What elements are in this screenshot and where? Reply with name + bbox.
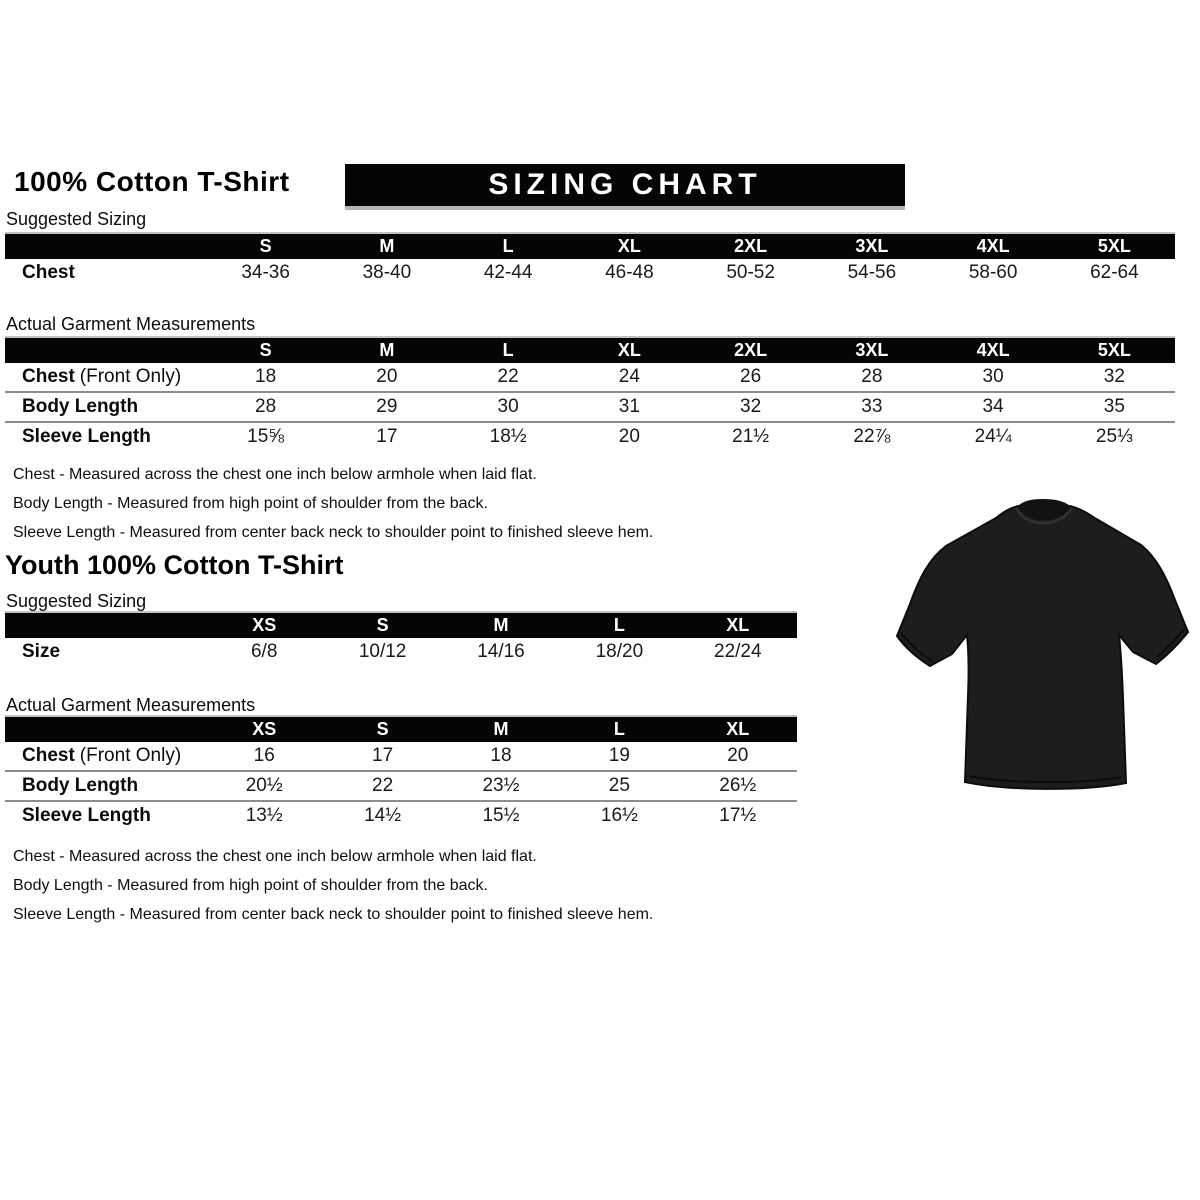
measurement-cell: 24 <box>569 363 690 392</box>
measurement-cell: 30 <box>933 363 1054 392</box>
table-header-row <box>5 716 797 742</box>
measurement-cell: 14½ <box>364 805 402 826</box>
size-header-cell: 3XL <box>811 337 932 363</box>
table-row-chest-front-only <box>5 363 1175 392</box>
size-header-cell: 4XL <box>933 233 1054 259</box>
row-label-text: Sleeve Length <box>22 805 151 826</box>
measurement-cell: 33 <box>811 392 932 422</box>
row-label-text: Chest <box>22 262 75 283</box>
row-label <box>5 363 205 392</box>
youth-section-title: Youth 100% Cotton T-Shirt <box>5 550 344 580</box>
measurement-cell: 18/20 <box>595 641 644 662</box>
row-label-suffix: (Front Only) <box>79 366 182 387</box>
row-label-text: Size <box>22 641 61 662</box>
size-header-cell: S <box>323 716 441 742</box>
measurement-cell: 18 <box>442 742 560 771</box>
measurement-cell: 34 <box>933 392 1054 422</box>
youth-actual-measurements-table <box>5 715 797 830</box>
measurement-note: Chest - Measured across the chest one inch below armhole when laid flat. <box>13 466 537 483</box>
table-row-chest <box>5 259 1175 287</box>
measurement-cell: 10/12 <box>358 641 407 662</box>
row-label <box>5 801 205 830</box>
youth-actual-measurements-label: Actual Garment Measurements <box>6 695 256 715</box>
table-row-chest-front-only <box>5 742 797 771</box>
size-header-cell: S <box>205 337 326 363</box>
size-header-cell: L <box>448 233 569 259</box>
size-header-cell: M <box>442 716 560 742</box>
measurement-cell: 30 <box>448 392 569 422</box>
table-row-body-length <box>5 392 1175 422</box>
measurement-cell: 18 <box>205 363 326 392</box>
measurement-note: Body Length - Measured from high point of shoulder from the back. <box>13 495 488 512</box>
adult-suggested-sizing-table <box>5 232 1175 287</box>
size-header-cell: M <box>326 337 447 363</box>
table-header-row <box>5 233 1175 259</box>
measurement-cell: 20 <box>679 742 797 771</box>
measurement-cell: 46-48 <box>605 262 654 283</box>
measurement-cell: 58-60 <box>968 262 1018 283</box>
size-header-cell: XL <box>569 337 690 363</box>
measurement-cell: 18½ <box>489 426 527 447</box>
measurement-note: Sleeve Length - Measured from center back neck to shoulder point to finished sleeve hem. <box>13 524 654 541</box>
adult-actual-measurements-table <box>5 336 1175 451</box>
measurement-cell: 22⅞ <box>853 426 891 447</box>
measurement-cell: 50-52 <box>726 262 775 283</box>
size-header-cell: XL <box>679 716 797 742</box>
size-header-cell: 2XL <box>690 233 811 259</box>
size-header-cell: L <box>560 716 678 742</box>
table-row-sleeve-length <box>5 801 797 830</box>
measurement-cell: 16 <box>205 742 323 771</box>
measurement-cell: 22 <box>323 771 441 801</box>
measurement-cell: 17½ <box>719 805 757 826</box>
row-label-text: Body Length <box>22 775 139 796</box>
size-header-cell: XL <box>569 233 690 259</box>
row-label <box>5 638 205 666</box>
measurement-cell: 25 <box>560 771 678 801</box>
measurement-cell: 20½ <box>205 771 323 801</box>
adult-actual-measurements-label: Actual Garment Measurements <box>6 314 256 334</box>
adult-section-title: 100% Cotton T-Shirt <box>14 166 290 197</box>
row-label <box>5 771 205 801</box>
sizing-chart-banner <box>345 164 905 210</box>
size-header-cell: L <box>448 337 569 363</box>
size-header-cell-empty <box>5 233 205 259</box>
measurement-cell: 20 <box>326 363 447 392</box>
size-header-cell: M <box>326 233 447 259</box>
measurement-cell: 25⅓ <box>1095 426 1133 447</box>
tshirt-svg <box>890 486 1198 804</box>
size-header-cell: 4XL <box>933 337 1054 363</box>
size-header-cell: 3XL <box>811 233 932 259</box>
size-header-cell: L <box>560 612 678 638</box>
table-row-sleeve-length <box>5 422 1175 451</box>
table-header-row <box>5 337 1175 363</box>
measurement-cell: 16½ <box>600 805 638 826</box>
row-label-text: Body Length <box>22 396 139 417</box>
measurement-cell: 22 <box>448 363 569 392</box>
row-label <box>5 392 205 422</box>
measurement-cell: 34-36 <box>241 262 290 283</box>
row-label-text: Chest <box>22 366 75 387</box>
row-label <box>5 422 205 451</box>
youth-suggested-sizing-table <box>5 611 797 666</box>
youth-measurement-notes <box>13 842 653 929</box>
measurement-cell: 14/16 <box>477 641 525 662</box>
measurement-cell: 17 <box>376 426 398 447</box>
measurement-cell: 32 <box>1054 363 1175 392</box>
measurement-cell: 15½ <box>482 805 520 826</box>
row-label-text: Chest <box>22 745 75 766</box>
measurement-cell: 28 <box>811 363 932 392</box>
measurement-cell: 15⅝ <box>247 426 285 447</box>
measurement-cell: 32 <box>690 392 811 422</box>
sizing-chart-banner-text: SIZING CHART <box>488 168 762 201</box>
measurement-cell: 38-40 <box>362 262 412 283</box>
measurement-cell: 24¼ <box>974 426 1012 447</box>
size-header-cell: M <box>442 612 560 638</box>
measurement-cell: 26½ <box>679 771 797 801</box>
row-label-suffix: (Front Only) <box>79 745 182 766</box>
tshirt-body-shape <box>897 506 1188 789</box>
measurement-cell: 13½ <box>245 805 283 826</box>
measurement-cell: 26 <box>690 363 811 392</box>
size-header-cell: 5XL <box>1054 233 1175 259</box>
measurement-cell: 20 <box>618 426 640 447</box>
table-header-row <box>5 612 797 638</box>
measurement-note: Body Length - Measured from high point of shoulder from the back. <box>13 877 488 894</box>
size-header-cell-empty <box>5 716 205 742</box>
measurement-cell: 42-44 <box>483 262 533 283</box>
measurement-cell: 17 <box>323 742 441 771</box>
adult-measurement-notes <box>13 460 653 547</box>
row-label <box>5 259 205 287</box>
size-header-cell: 5XL <box>1054 337 1175 363</box>
size-header-cell-empty <box>5 337 205 363</box>
size-header-cell-empty <box>5 612 205 638</box>
adult-suggested-sizing-label: Suggested Sizing <box>6 209 147 229</box>
measurement-cell: 28 <box>205 392 326 422</box>
row-label <box>5 742 205 771</box>
size-header-cell: XS <box>205 716 323 742</box>
measurement-cell: 29 <box>326 392 447 422</box>
measurement-cell: 21½ <box>732 426 770 447</box>
size-header-cell: XL <box>679 612 797 638</box>
measurement-note: Chest - Measured across the chest one inch below armhole when laid flat. <box>13 848 537 865</box>
size-header-cell: S <box>205 233 326 259</box>
size-header-cell: XS <box>205 612 323 638</box>
measurement-cell: 31 <box>569 392 690 422</box>
size-header-cell: 2XL <box>690 337 811 363</box>
measurement-cell: 6/8 <box>250 641 278 662</box>
black-tshirt-image <box>890 486 1198 804</box>
measurement-cell: 22/24 <box>714 641 762 662</box>
measurement-note: Sleeve Length - Measured from center back neck to shoulder point to finished sleeve hem. <box>13 906 654 923</box>
measurement-cell: 23½ <box>442 771 560 801</box>
measurement-cell: 35 <box>1054 392 1175 422</box>
measurement-cell: 54-56 <box>847 262 897 283</box>
table-row-size <box>5 638 797 666</box>
youth-suggested-sizing-label: Suggested Sizing <box>6 591 147 611</box>
table-row-body-length <box>5 771 797 801</box>
size-header-cell: S <box>323 612 441 638</box>
measurement-cell: 62-64 <box>1090 262 1139 283</box>
row-label-text: Sleeve Length <box>22 426 151 447</box>
measurement-cell: 19 <box>560 742 678 771</box>
